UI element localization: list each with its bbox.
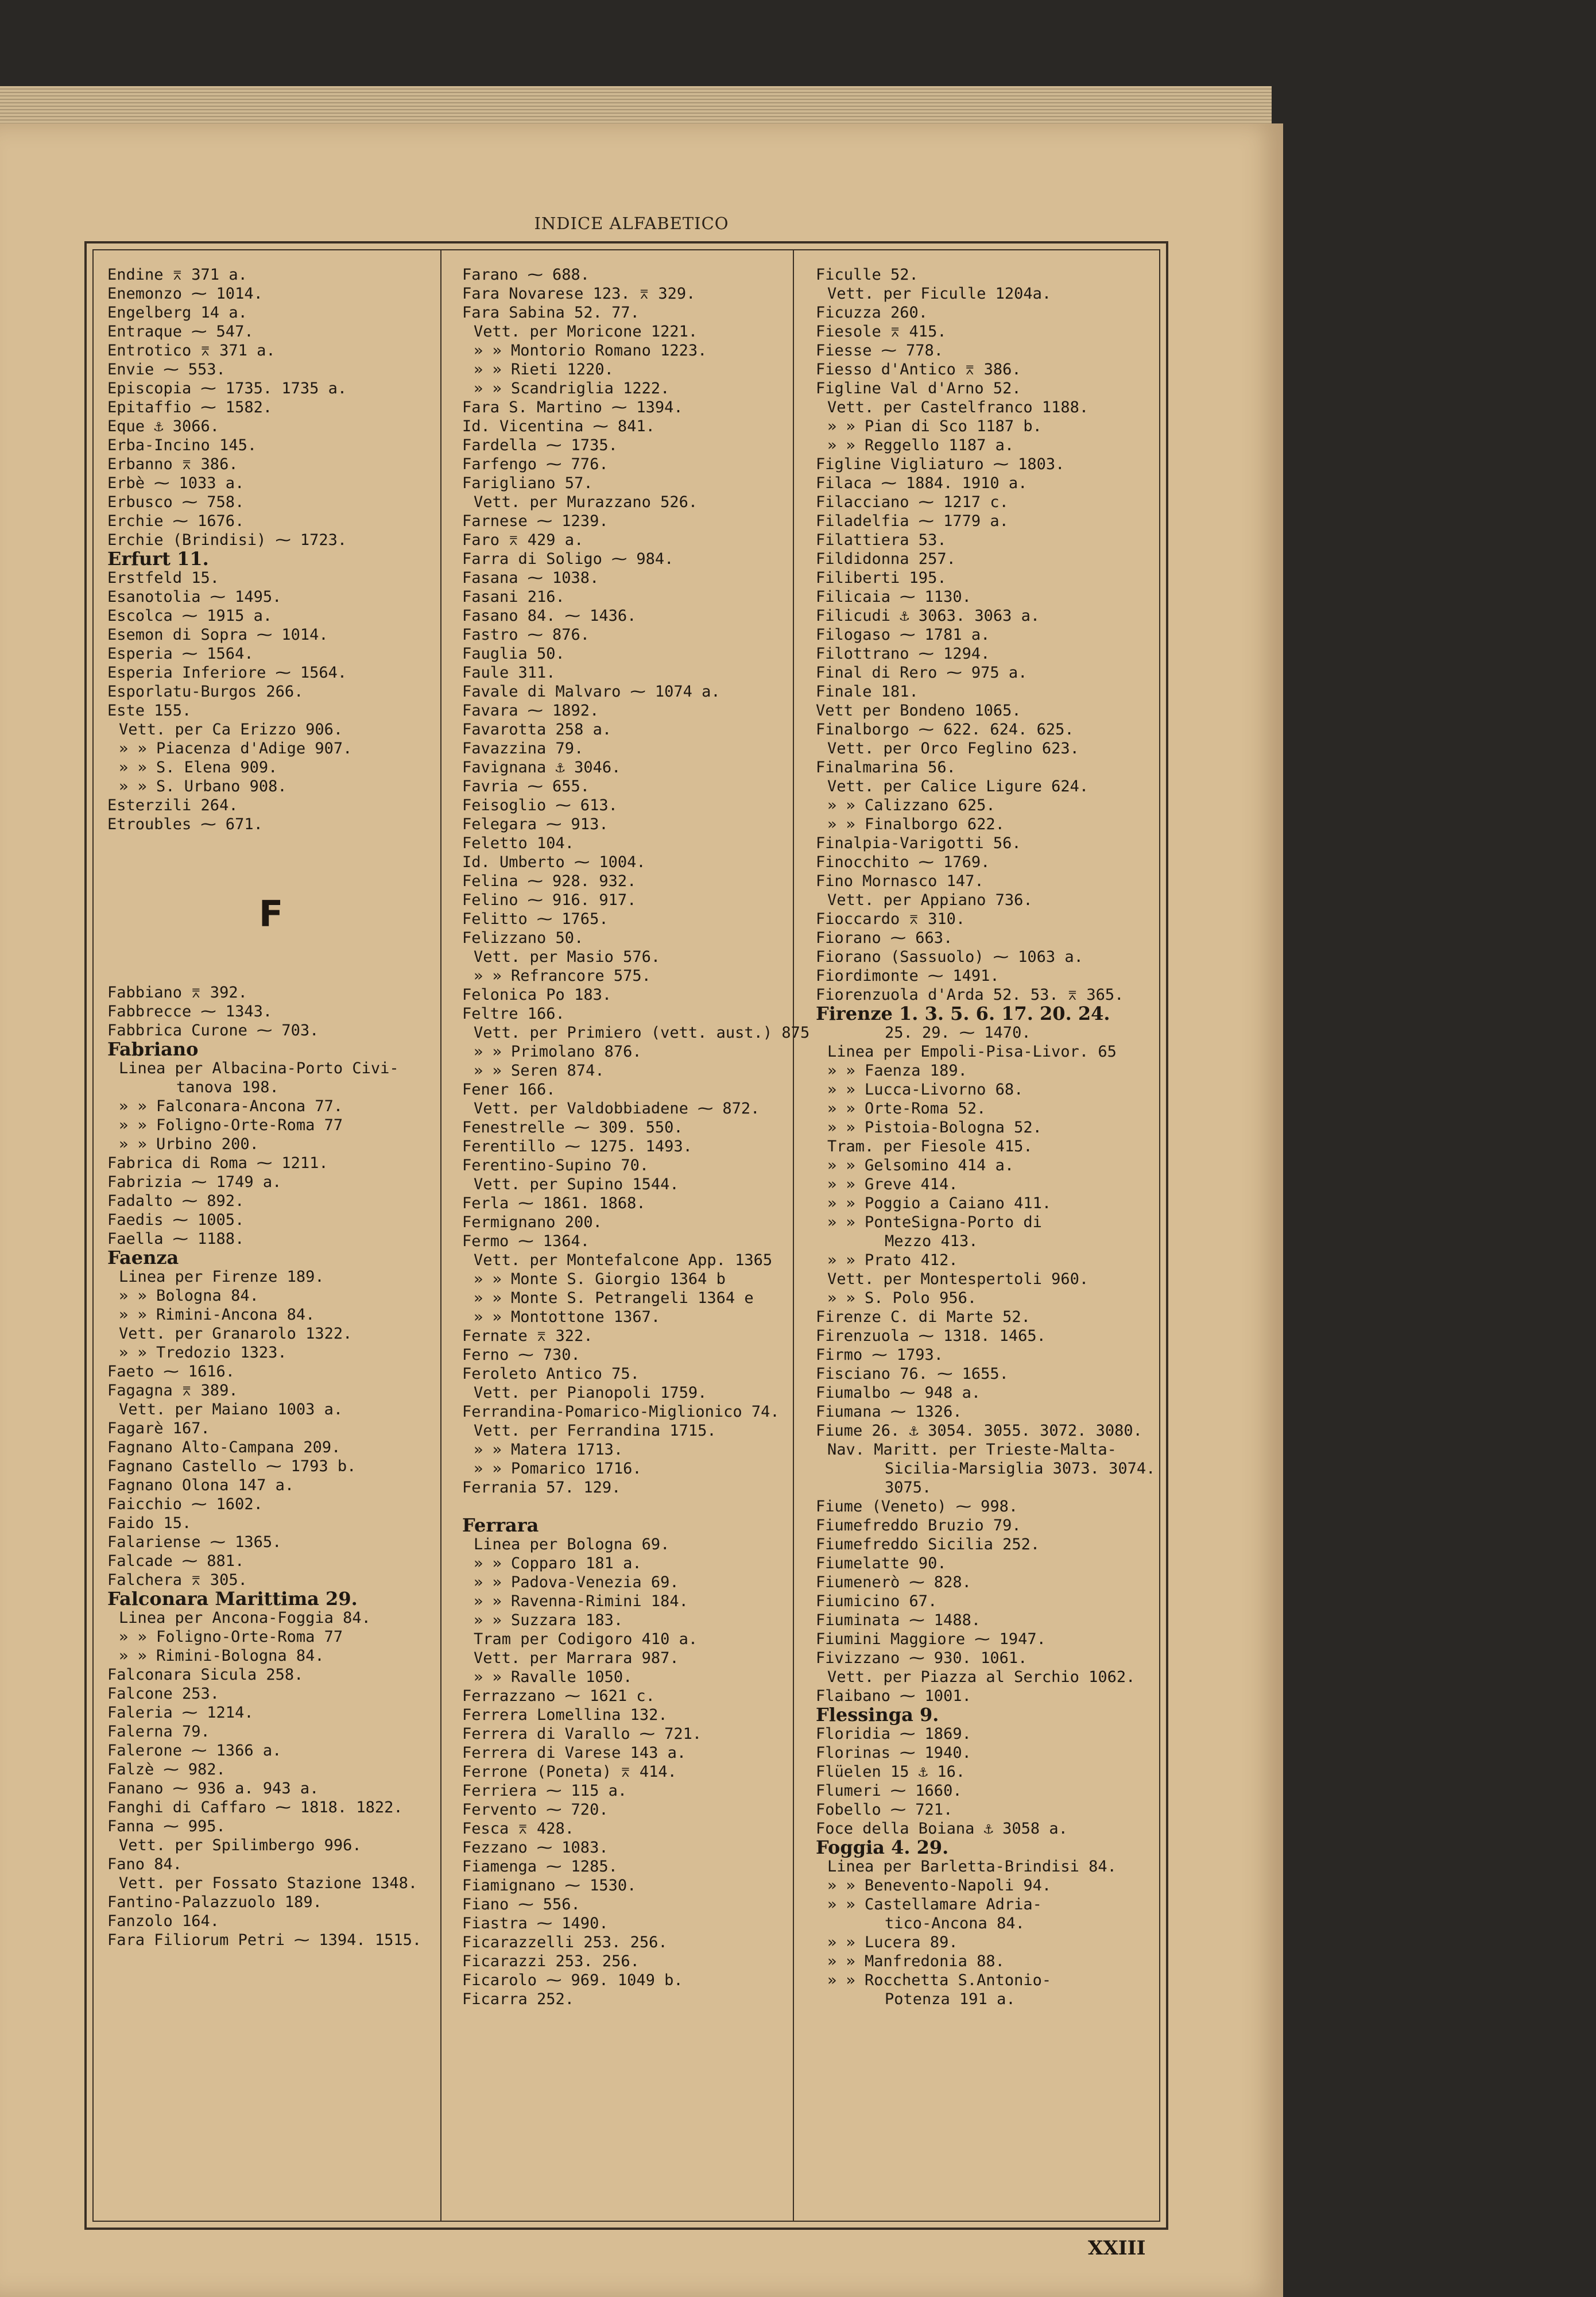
index-entry: » » Castellamare Adria- — [827, 1896, 1042, 1913]
stacked-page-edges — [0, 86, 1272, 126]
index-entry: » » Manfredonia 88. — [827, 1952, 1005, 1970]
index-entry — [462, 1497, 787, 1516]
index-entry: Flessinga 9. — [816, 1704, 939, 1726]
index-entry: Fagarè 167. — [107, 1420, 210, 1437]
index-entry: Ferrone (Poneta) ⌆ 414. — [462, 1763, 677, 1781]
index-entry: Fiumana ⁓ 1326. — [816, 1403, 962, 1421]
index-entry: Mezzo 413. — [885, 1232, 978, 1250]
index-entry: Fiesse ⁓ 778. — [816, 342, 944, 359]
index-entry: Feltre 166. — [462, 1005, 565, 1023]
index-entry: Favara ⁓ 1892. — [462, 702, 599, 720]
index-entry: Fiano ⁓ 556. — [462, 1896, 580, 1913]
index-entry: Fantino-Palazzuolo 189. — [107, 1893, 322, 1911]
index-entry: Fernate ⌆ 322. — [462, 1327, 593, 1345]
index-entry: Filogaso ⁓ 1781 a. — [816, 626, 990, 644]
index-entry: Fiumini Maggiore ⁓ 1947. — [816, 1630, 1046, 1648]
index-entry: Fiumenerò ⁓ 828. — [816, 1573, 971, 1591]
index-entry: Ferla ⁓ 1861. 1868. — [462, 1194, 646, 1212]
index-entry: » » Primolano 876. — [474, 1043, 642, 1061]
index-entry: Linea per Firenze 189. — [119, 1268, 324, 1286]
index-entry: Ferrandina-Pomarico-Miglionico 74. — [462, 1403, 780, 1421]
index-entry: Episcopia ⁓ 1735. 1735 a. — [107, 380, 347, 397]
index-entry: » » S. Elena 909. — [119, 759, 278, 776]
index-entry: Falconara Marittima 29. — [107, 1588, 358, 1610]
index-entry: Fino Mornasco 147. — [816, 872, 984, 890]
index-entry: Vett per Bondeno 1065. — [816, 702, 1021, 720]
index-entry: Nav. Maritt. per Trieste-Malta- — [827, 1441, 1117, 1459]
index-entry: Vett. per Supino 1544. — [474, 1175, 679, 1193]
index-entry: Etroubles ⁓ 671. — [107, 815, 263, 833]
index-entry: Fagnano Olona 147 a. — [107, 1476, 295, 1494]
index-entry: » » Pian di Sco 1187 b. — [827, 417, 1042, 435]
index-entry: Flaibano ⁓ 1001. — [816, 1687, 971, 1705]
index-entry: Vett. per Orco Feglino 623. — [827, 740, 1079, 757]
section-letter: F — [258, 893, 284, 935]
index-entry: Fobello ⁓ 721. — [816, 1801, 953, 1819]
index-entry: » » Lucca-Livorno 68. — [827, 1081, 1024, 1099]
index-entry: Fanghi di Caffaro ⁓ 1818. 1822. — [107, 1799, 403, 1816]
index-entry: Fenestrelle ⁓ 309. 550. — [462, 1119, 683, 1136]
index-entry: Sicilia-Marsiglia 3073. 3074. — [885, 1460, 1156, 1478]
index-entry: » » Rimini-Bologna 84. — [119, 1647, 324, 1665]
index-entry: Fara Novarese 123. ⌆ 329. — [462, 285, 696, 303]
index-entry: Ficarolo ⁓ 969. 1049 b. — [462, 1971, 683, 1989]
index-entry: » » Tredozio 1323. — [119, 1344, 287, 1362]
index-entry: Fiume (Veneto) ⁓ 998. — [816, 1498, 1018, 1515]
index-entry: Tram. per Fiesole 415. — [827, 1138, 1033, 1155]
index-entry: » » Bologna 84. — [119, 1287, 259, 1305]
index-entry: Faeto ⁓ 1616. — [107, 1363, 235, 1380]
index-entry: Fiumalbo ⁓ 948 a. — [816, 1384, 981, 1402]
index-entry: Fiamignano ⁓ 1530. — [462, 1877, 637, 1894]
index-entry: Esperia Inferiore ⁓ 1564. — [107, 664, 347, 682]
index-entry: Falariense ⁓ 1365. — [107, 1533, 282, 1551]
index-entry: Ferrania 57. 129. — [462, 1479, 621, 1496]
index-entry: Favale di Malvaro ⁓ 1074 a. — [462, 683, 720, 701]
page-header: INDICE ALFABETICO — [534, 214, 729, 233]
index-entry: Esanotolia ⁓ 1495. — [107, 588, 282, 606]
index-entry: Figline Val d'Arno 52. — [816, 380, 1021, 397]
index-entry: Linea per Empoli-Pisa-Livor. 65 — [827, 1043, 1117, 1061]
index-entry: Finocchito ⁓ 1769. — [816, 853, 990, 871]
index-entry: » » Rieti 1220. — [474, 361, 614, 378]
index-entry: Fanzolo 164. — [107, 1912, 220, 1930]
index-entry: Vett. per Piazza al Serchio 1062. — [827, 1668, 1136, 1686]
index-entry: Feroleto Antico 75. — [462, 1365, 640, 1383]
index-entry: Erstfeld 15. — [107, 569, 220, 587]
index-entry: Farigliano 57. — [462, 474, 593, 492]
index-entry: Fivizzano ⁓ 930. 1061. — [816, 1649, 1028, 1667]
index-entry: Finalmarina 56. — [816, 759, 956, 776]
index-entry: Ferrera di Varese 143 a. — [462, 1744, 687, 1762]
index-entry: Fener 166. — [462, 1081, 556, 1099]
index-entry: Farra di Soligo ⁓ 984. — [462, 550, 674, 568]
index-entry: Felina ⁓ 928. 932. — [462, 872, 637, 890]
index-entry: Ficarra 252. — [462, 1990, 575, 2008]
index-entry: Finale 181. — [816, 683, 919, 701]
index-entry: Fiumefreddo Bruzio 79. — [816, 1517, 1021, 1534]
index-entry: Filottrano ⁓ 1294. — [816, 645, 990, 663]
index-entry: Fano 84. — [107, 1855, 183, 1873]
index-entry: » » Ravalle 1050. — [474, 1668, 633, 1686]
index-entry: Faido 15. — [107, 1514, 192, 1532]
index-entry: Faleria ⁓ 1214. — [107, 1704, 254, 1722]
index-entry: » » Monte S. Petrangeli 1364 e — [474, 1289, 754, 1307]
index-entry: » » Refrancore 575. — [474, 967, 651, 985]
index-entry: Vett. per Ca Erizzo 906. — [119, 721, 343, 738]
index-column-1 — [107, 265, 435, 1950]
index-entry: » » Padova-Venezia 69. — [474, 1573, 679, 1591]
index-entry: Felizzano 50. — [462, 929, 584, 947]
index-entry: Fabbiano ⌆ 392. — [107, 984, 247, 1001]
index-entry: Fasani 216. — [462, 588, 565, 606]
index-entry: Erchie ⁓ 1676. — [107, 512, 245, 530]
index-entry: » » Montorio Romano 1223. — [474, 342, 707, 359]
index-entry: Farfengo ⁓ 776. — [462, 455, 609, 473]
index-entry: Entrotico ⌆ 371 a. — [107, 342, 276, 359]
index-entry: Fardella ⁓ 1735. — [462, 436, 618, 454]
index-frame — [84, 241, 1168, 2230]
index-entry: Vett. per Maiano 1003 a. — [119, 1401, 343, 1418]
index-entry: Vett. per Montefalcone App. 1365 — [474, 1251, 773, 1269]
index-entry: Vett. per Moricone 1221. — [474, 323, 698, 341]
index-entry: » » Copparo 181 a. — [474, 1554, 642, 1572]
index-entry: Farnese ⁓ 1239. — [462, 512, 609, 530]
index-entry: Eque ⚓ 3066. — [107, 417, 220, 435]
index-entry: Filadelfia ⁓ 1779 a. — [816, 512, 1009, 530]
index-entry: Id. Vicentina ⁓ 841. — [462, 417, 655, 435]
index-entry: Linea per Ancona-Foggia 84. — [119, 1609, 371, 1627]
index-entry: » » Seren 874. — [474, 1062, 605, 1080]
index-entry: Ficulle 52. — [816, 266, 919, 284]
index-entry: Vett. per Marrara 987. — [474, 1649, 679, 1667]
index-entry: Firenze 1. 3. 5. 6. 17. 20. 24. — [816, 1003, 1110, 1024]
index-entry: Envie ⁓ 553. — [107, 361, 226, 378]
index-entry: Vett. per Masio 576. — [474, 948, 661, 966]
index-entry: Feletto 104. — [462, 834, 575, 852]
index-entry: Fervento ⁓ 720. — [462, 1801, 609, 1819]
index-entry: Fiastra ⁓ 1490. — [462, 1915, 609, 1932]
index-entry: » » Foligno-Orte-Roma 77 — [119, 1628, 343, 1646]
index-entry: Florinas ⁓ 1940. — [816, 1744, 971, 1762]
index-entry: Falchera ⌆ 305. — [107, 1571, 247, 1589]
index-entry: Finalpia-Varigotti 56. — [816, 834, 1021, 852]
index-entry: Falcone 253. — [107, 1685, 220, 1703]
index-entry: Fiorenzuola d'Arda 52. 53. ⌆ 365. — [816, 986, 1124, 1004]
index-entry: Felegara ⁓ 913. — [462, 815, 609, 833]
index-entry: Fasano 84. ⁓ 1436. — [462, 607, 637, 625]
index-entry: Feisoglio ⁓ 613. — [462, 796, 618, 814]
index-entry: » » Pistoia-Bologna 52. — [827, 1119, 1042, 1136]
index-entry: Finalborgo ⁓ 622. 624. 625. — [816, 721, 1074, 738]
index-entry: Fabbrecce ⁓ 1343. — [107, 1003, 273, 1020]
index-entry: 25. 29. ⁓ 1470. — [885, 1024, 1031, 1042]
index-entry: Fabriano — [107, 1038, 199, 1060]
index-entry: Fiordimonte ⁓ 1491. — [816, 967, 1000, 985]
index-entry: Favarotta 258 a. — [462, 721, 612, 738]
index-entry: » » Reggello 1187 a. — [827, 436, 1014, 454]
index-entry: Filicaia ⁓ 1130. — [816, 588, 971, 606]
index-entry: Erba-Incino 145. — [107, 436, 257, 454]
index-entry: Fiesole ⌆ 415. — [816, 323, 947, 341]
index-entry: » » S. Urbano 908. — [119, 778, 287, 795]
index-entry: Vett. per Spilimbergo 996. — [119, 1836, 362, 1854]
index-entry: Linea per Albacina-Porto Civi- — [119, 1059, 399, 1077]
index-entry: Faenza — [107, 1247, 179, 1269]
index-entry: Ferrazzano ⁓ 1621 c. — [462, 1687, 655, 1705]
index-entry: Faedis ⁓ 1005. — [107, 1211, 245, 1229]
index-entry: Firenze C. di Marte 52. — [816, 1308, 1031, 1326]
index-entry: » » Gelsomino 414 a. — [827, 1157, 1014, 1174]
index-entry: Ferentillo ⁓ 1275. 1493. — [462, 1138, 692, 1155]
index-entry: Felonica Po 183. — [462, 986, 612, 1004]
index-entry: Foce della Boiana ⚓ 3058 a. — [816, 1820, 1068, 1838]
index-entry: Ferrara — [462, 1514, 539, 1536]
index-entry: Firenzuola ⁓ 1318. 1465. — [816, 1327, 1046, 1345]
index-entry: Fagnano Alto-Campana 209. — [107, 1438, 341, 1456]
index-entry: Final di Rero ⁓ 975 a. — [816, 664, 1028, 682]
index-entry: Fiesso d'Antico ⌆ 386. — [816, 361, 1021, 378]
index-entry: Falconara Sicula 258. — [107, 1666, 304, 1684]
index-entry: » » Falconara-Ancona 77. — [119, 1097, 343, 1115]
index-column-3 — [816, 265, 1155, 2009]
index-entry: Vett. per Calice Ligure 624. — [827, 778, 1089, 795]
index-entry: » » Lucera 89. — [827, 1933, 958, 1951]
index-entry: Favria ⁓ 655. — [462, 778, 590, 795]
index-entry: Felino ⁓ 916. 917. — [462, 891, 637, 909]
index-entry: Este 155. — [107, 702, 192, 720]
index-entry: Potenza 191 a. — [885, 1990, 1016, 2008]
index-entry: » » Suzzara 183. — [474, 1611, 623, 1629]
index-entry: Firmo ⁓ 1793. — [816, 1346, 944, 1364]
index-entry: Esperia ⁓ 1564. — [107, 645, 254, 663]
index-entry: Fabbrica Curone ⁓ 703. — [107, 1022, 319, 1039]
index-entry: Fanano ⁓ 936 a. 943 a. — [107, 1780, 319, 1797]
index-entry: Vett. per Pianopoli 1759. — [474, 1384, 707, 1402]
index-entry: Faicchio ⁓ 1602. — [107, 1495, 263, 1513]
index-entry: Epitaffio ⁓ 1582. — [107, 399, 273, 416]
index-entry: Engelberg 14 a. — [107, 304, 247, 322]
index-entry: Erchie (Brindisi) ⁓ 1723. — [107, 531, 347, 549]
index-entry: Enemonzo ⁓ 1014. — [107, 285, 263, 303]
index-entry: Filiberti 195. — [816, 569, 947, 587]
index-entry: Falerone ⁓ 1366 a. — [107, 1742, 282, 1760]
index-entry: Fiumelatte 90. — [816, 1554, 947, 1572]
index-entry: Favazzina 79. — [462, 740, 584, 757]
index-entry: Faule 311. — [462, 664, 556, 682]
index-entry: Flüelen 15 ⚓ 16. — [816, 1763, 966, 1781]
index-entry: Vett. per Ferrandina 1715. — [474, 1422, 716, 1440]
page-number: XXIII — [1088, 2237, 1146, 2260]
index-entry: Erfurt 11. — [107, 548, 209, 570]
index-entry: » » Prato 412. — [827, 1251, 958, 1269]
index-entry: Filattiera 53. — [816, 531, 947, 549]
index-entry: Fiuminata ⁓ 1488. — [816, 1611, 981, 1629]
index-entry: Farano ⁓ 688. — [462, 266, 590, 284]
index-entry: Flumeri ⁓ 1660. — [816, 1782, 962, 1800]
index-entry: » » Matera 1713. — [474, 1441, 623, 1459]
column-rule-2 — [793, 250, 794, 2221]
index-entry: Figline Vigliaturo ⁓ 1803. — [816, 455, 1065, 473]
index-entry: Fanna ⁓ 995. — [107, 1818, 226, 1835]
index-entry: Erbanno ⌆ 386. — [107, 455, 238, 473]
index-entry: » » Pomarico 1716. — [474, 1460, 642, 1478]
index-entry: » » Foligno-Orte-Roma 77 — [119, 1116, 343, 1134]
index-entry: Fiamenga ⁓ 1285. — [462, 1858, 618, 1876]
index-entry: » » Rimini-Ancona 84. — [119, 1306, 315, 1324]
index-entry: Vett. per Montespertoli 960. — [827, 1270, 1089, 1288]
index-entry: Esemon di Sopra ⁓ 1014. — [107, 626, 328, 644]
index-entry: Linea per Barletta-Brindisi 84. — [827, 1858, 1117, 1876]
index-entry: Ficarazzelli 253. 256. — [462, 1933, 668, 1951]
index-entry: Vett. per Primiero (vett. aust.) 875 — [474, 1024, 810, 1042]
index-entry: » » Scandriglia 1222. — [474, 380, 670, 397]
index-entry: » » Piacenza d'Adige 907. — [119, 740, 352, 757]
index-entry: Ficarazzi 253. 256. — [462, 1952, 640, 1970]
index-entry: Vett. per Ficulle 1204a. — [827, 285, 1052, 303]
index-entry: Ferrera di Varallo ⁓ 721. — [462, 1725, 702, 1743]
index-entry: Entraque ⁓ 547. — [107, 323, 254, 341]
index-entry: Fara Sabina 52. 77. — [462, 304, 640, 322]
index-entry: Vett. per Fossato Stazione 1348. — [119, 1874, 418, 1892]
index-entry: Fabrizia ⁓ 1749 a. — [107, 1173, 282, 1191]
index-entry: Vett. per Castelfranco 1188. — [827, 399, 1089, 416]
index-entry: Fara Filiorum Petri ⁓ 1394. 1515. — [107, 1931, 422, 1949]
index-entry: Esporlatu-Burgos 266. — [107, 683, 304, 701]
index-entry: Fabrica di Roma ⁓ 1211. — [107, 1154, 328, 1172]
index-entry: Vett. per Appiano 736. — [827, 891, 1033, 909]
index-entry: Erbusco ⁓ 758. — [107, 493, 245, 511]
index-entry: Faro ⌆ 429 a. — [462, 531, 584, 549]
index-entry: » » Monte S. Giorgio 1364 b — [474, 1270, 726, 1288]
index-entry: Fezzano ⁓ 1083. — [462, 1839, 609, 1857]
index-entry: Fauglia 50. — [462, 645, 565, 663]
index-entry: Foggia 4. 29. — [816, 1836, 949, 1858]
index-entry: Linea per Bologna 69. — [474, 1536, 670, 1553]
index-entry: Filacciano ⁓ 1217 c. — [816, 493, 1009, 511]
index-entry: Fermo ⁓ 1364. — [462, 1232, 590, 1250]
index-entry: 3075. — [885, 1479, 932, 1496]
index-entry: Fesca ⌆ 428. — [462, 1820, 575, 1838]
index-entry: Fildidonna 257. — [816, 550, 956, 568]
index-entry: » » S. Polo 956. — [827, 1289, 977, 1307]
index-entry: Tram per Codigoro 410 a. — [474, 1630, 698, 1648]
index-entry: Fermignano 200. — [462, 1213, 602, 1231]
index-entry: » » Montottone 1367. — [474, 1308, 661, 1326]
index-entry: Fadalto ⁓ 892. — [107, 1192, 245, 1210]
index-entry: Falerna 79. — [107, 1723, 210, 1741]
index-entry: Ficuzza 260. — [816, 304, 928, 322]
index-entry: Erbè ⁓ 1033 a. — [107, 474, 245, 492]
index-entry: Fiorano ⁓ 663. — [816, 929, 953, 947]
index-entry: Fagagna ⌆ 389. — [107, 1382, 238, 1399]
index-entry: Filaca ⁓ 1884. 1910 a. — [816, 474, 1028, 492]
index-column-2 — [462, 265, 810, 2009]
index-entry: Ferriera ⁓ 115 a. — [462, 1782, 627, 1800]
index-entry: Fiumefreddo Sicilia 252. — [816, 1536, 1040, 1553]
index-entry: » » Greve 414. — [827, 1175, 958, 1193]
index-entry: Vett. per Murazzano 526. — [474, 493, 698, 511]
index-entry: Id. Umberto ⁓ 1004. — [462, 853, 646, 871]
index-entry: Fasana ⁓ 1038. — [462, 569, 599, 587]
index-entry: Falcade ⁓ 881. — [107, 1552, 245, 1570]
index-entry: Fiumicino 67. — [816, 1592, 938, 1610]
index-entry: » » Urbino 200. — [119, 1135, 259, 1153]
index-entry: » » Rocchetta S.Antonio- — [827, 1971, 1052, 1989]
index-entry: Fara S. Martino ⁓ 1394. — [462, 399, 683, 416]
column-rule-1 — [440, 250, 441, 2221]
index-entry: Filicudi ⚓ 3063. 3063 a. — [816, 607, 1040, 625]
index-entry: tanova 198. — [176, 1078, 279, 1096]
index-entry: Vett. per Valdobbiadene ⁓ 872. — [474, 1100, 760, 1117]
index-entry: Fagnano Castello ⁓ 1793 b. — [107, 1457, 357, 1475]
index-entry: Ferno ⁓ 730. — [462, 1346, 580, 1364]
index-entry: Vett. per Granarolo 1322. — [119, 1325, 352, 1343]
index-entry: Fastro ⁓ 876. — [462, 626, 590, 644]
index-entry: Ferentino-Supino 70. — [462, 1157, 649, 1174]
index-entry: » » Finalborgo 622. — [827, 815, 1005, 833]
index-entry: » » Benevento-Napoli 94. — [827, 1877, 1052, 1894]
index-entry: » » Calizzano 625. — [827, 796, 995, 814]
index-entry: Fioccardo ⌆ 310. — [816, 910, 966, 928]
index-entry: Escolca ⁓ 1915 a. — [107, 607, 273, 625]
index-entry: Floridia ⁓ 1869. — [816, 1725, 971, 1743]
index-entry: Fisciano 76. ⁓ 1655. — [816, 1365, 1009, 1383]
index-entry: » » Ravenna-Rimini 184. — [474, 1592, 688, 1610]
index-entry: Endine ⌆ 371 a. — [107, 266, 247, 284]
index-entry: Fiume 26. ⚓ 3054. 3055. 3072. 3080. — [816, 1422, 1142, 1440]
index-entry: Fiorano (Sassuolo) ⁓ 1063 a. — [816, 948, 1083, 966]
index-entry: Esterzili 264. — [107, 796, 238, 814]
index-entry: » » PonteSigna-Porto di — [827, 1213, 1042, 1231]
index-entry: Favignana ⚓ 3046. — [462, 759, 621, 776]
index-entry: Falzè ⁓ 982. — [107, 1761, 226, 1778]
index-entry: Felitto ⁓ 1765. — [462, 910, 609, 928]
index-entry: » » Orte-Roma 52. — [827, 1100, 986, 1117]
index-entry: » » Faenza 189. — [827, 1062, 967, 1080]
index-entry: tico-Ancona 84. — [885, 1915, 1025, 1932]
index-entry: Ferrera Lomellina 132. — [462, 1706, 668, 1724]
index-entry: » » Poggio a Caiano 411. — [827, 1194, 1052, 1212]
index-entry: Faella ⁓ 1188. — [107, 1230, 245, 1248]
